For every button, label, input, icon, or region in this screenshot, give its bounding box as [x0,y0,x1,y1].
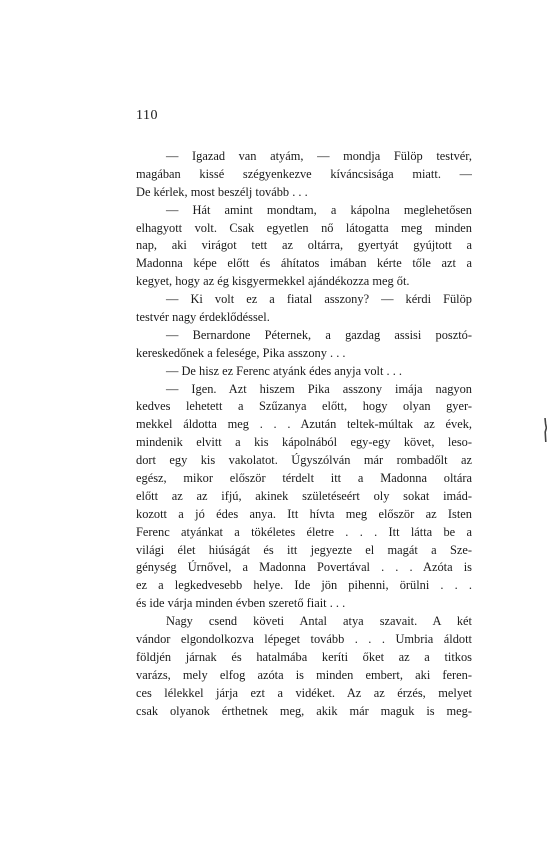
text-line: génység Úrnővel, a Madonna Povertával . . . Azóta is [136,560,472,575]
text-line: — Igen. Azt hiszem Pika asszony imája nagyon [166,381,472,396]
margin-ink-mark [543,418,547,442]
text-line: ez a legkedvesebb helye. Ide jön pihenni, örülni . . . [136,578,472,593]
text-line: testvér nagy érdeklődéssel. [136,310,270,325]
text-line: magában kissé szégyenkezve kíváncsisága miatt. — [136,166,472,181]
text-line: Nagy csend követi Antal atya szavait. A két [166,614,472,629]
text-line: Madonna képe előtt és áhítatos imában kérte tőle azt a [136,256,472,271]
body-text [136,148,472,721]
text-line: vándor elgondolkozva lépeget tovább . . . Umbria áldott [136,632,472,647]
text-line: kozott a jó édes anya. Itt hívta meg először az Isten [136,506,472,521]
text-line: — Hát amint mondtam, a kápolna meglehetősen [166,202,472,217]
text-line: varázs, mely elfog azóta is minden embert, aki feren- [136,667,472,682]
text-line: mekkel áldotta meg . . . Azután teltek-múltak az évek, [136,417,472,432]
text-line: világi élet hiúságát és itt jegyezte el magát a Sze- [136,542,472,557]
text-line: kedves lehetett a Szűzanya előtt, hogy olyan gyer- [136,399,472,414]
text-line: és ide várja minden évben szerető fiait . . . [136,596,346,611]
text-line: Ferenc atyánkat a tökéletes életre . . . Itt látta be a [136,524,472,539]
text-line: ces lélekkel járja ezt a vidéket. Az az érzés, melyet [136,685,472,700]
text-line: földjén járnak és hatalmába keríti őket az a titkos [136,649,472,664]
text-line: előtt az az ifjú, akinek születéseért oly sokat imád- [136,488,472,503]
text-line: kereskedőnek a felesége, Pika asszony . . . [136,345,346,360]
text-line: — Ki volt ez a fiatal asszony? — kérdi Fülöp [166,292,472,307]
text-line: dort egy kis vakolatot. Úgyszólván már rombadőlt az [136,453,472,468]
text-line: nap, aki virágot tett az oltárra, gyertyát gyújtott a [136,238,472,253]
text-line: elhagyott volt. Csak egyetlen nő látogatta meg minden [136,220,472,235]
text-line: csak olyanok érthetnek meg, akik már maguk is meg- [136,703,472,718]
text-line: egész, mikor először térdelt itt a Madonna oltára [136,471,472,486]
page-number: 110 [136,108,158,123]
text-line: — Igazad van atyám, — mondja Fülöp testvér, [166,149,472,163]
text-line: — Bernardone Péternek, a gazdag assisi posztó- [166,327,472,342]
text-line: — De hisz ez Ferenc atyánk édes anyja volt . . . [166,363,403,378]
text-line: kegyet, hogy az ég kisgyermekkel ajándékozza meg őt. [136,274,410,289]
text-line: mindenik elvitt a kis kápolnából egy-egy követ, leso- [136,435,472,450]
text-line: De kérlek, most beszélj tovább . . . [136,184,308,199]
